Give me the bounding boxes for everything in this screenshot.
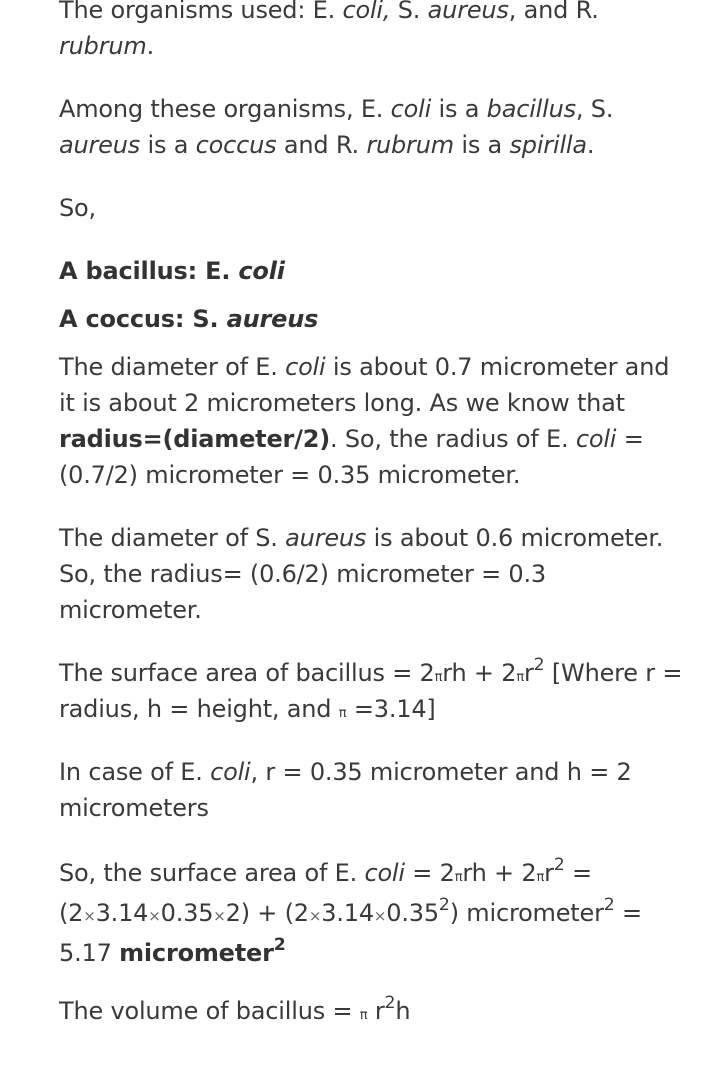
volume-formula-paragraph xyxy=(59,991,687,1031)
text: h xyxy=(395,997,411,1025)
times-symbol: × xyxy=(148,907,161,925)
text: is about 0.6 micrometer. So, the radius= (0.6/2) micrometer = 0.3 micrometer. xyxy=(59,524,664,624)
superscript: 2 xyxy=(384,993,396,1014)
text: = (0.7/2) micrometer = 0.35 micrometer. xyxy=(59,425,644,489)
text: , r = 0.35 micrometer and h = 2 micrometers xyxy=(59,758,632,822)
text: is a xyxy=(453,131,510,159)
text: The diameter of E. xyxy=(59,353,286,381)
text: is about 0.7 micrometer and it is about 2 micrometers long. As we know that xyxy=(59,353,670,417)
text: Among these organisms, E. xyxy=(59,95,391,123)
text-italic: rubrum xyxy=(59,32,147,60)
organisms-paragraph xyxy=(59,0,687,64)
superscript: 2 xyxy=(553,855,565,876)
text: So, xyxy=(59,194,96,222)
text: . xyxy=(146,32,155,60)
ecoli-surface-area-paragraph xyxy=(59,853,687,973)
text: 0.35 xyxy=(160,899,214,927)
text-italic: aureus xyxy=(427,0,509,24)
text: . So, the radius of E. xyxy=(330,425,576,453)
ecoli-values-paragraph xyxy=(59,754,687,826)
text: , and R. xyxy=(508,0,599,24)
text: is a xyxy=(140,131,196,159)
text-italic: spirilla xyxy=(509,131,587,159)
text: 2) + (2 xyxy=(225,899,309,927)
text: So, the surface area of E. xyxy=(59,859,365,887)
shapes-paragraph xyxy=(59,91,687,163)
bacillus-heading xyxy=(59,253,687,289)
coccus-heading xyxy=(59,301,687,337)
text-italic: coli xyxy=(210,758,251,786)
text: 0.35 xyxy=(386,899,439,927)
text-italic: coli, xyxy=(342,0,391,24)
answer-body xyxy=(59,0,687,1031)
text: , S. xyxy=(575,95,614,123)
pi-symbol: π xyxy=(338,706,347,721)
text-italic: coli xyxy=(364,859,405,887)
text: r xyxy=(367,997,385,1025)
text-italic: coli xyxy=(575,425,617,453)
text: rh + 2 xyxy=(442,659,517,687)
times-symbol: × xyxy=(213,907,226,925)
saureus-radius-paragraph xyxy=(59,520,687,628)
text-italic: aureus xyxy=(59,131,141,159)
text-italic: coli xyxy=(285,353,326,381)
text-italic: coli xyxy=(390,95,432,123)
text: . xyxy=(586,131,595,159)
text-italic: rubrum xyxy=(366,131,454,159)
text: The organisms used: E. xyxy=(59,0,343,24)
text: A bacillus: E. xyxy=(59,257,239,285)
text: S. xyxy=(390,0,428,24)
superscript: 2 xyxy=(533,655,545,676)
times-symbol: × xyxy=(308,907,322,925)
superscript: 2 xyxy=(273,935,286,956)
pi-symbol: π xyxy=(434,670,443,685)
text: and R. xyxy=(276,131,367,159)
so-paragraph xyxy=(59,190,687,226)
text: The volume of bacillus = xyxy=(59,997,360,1025)
text: The diameter of S. xyxy=(59,524,286,552)
text: [Where r = radius, h = height, and xyxy=(59,659,683,723)
text-italic: aureus xyxy=(285,524,367,552)
text: = 5.17 xyxy=(59,899,642,967)
pi-symbol: π xyxy=(359,1008,368,1023)
text: is a xyxy=(431,95,487,123)
text: The surface area of bacillus = 2 xyxy=(59,659,435,687)
text: = (2 xyxy=(59,859,592,927)
ecoli-radius-paragraph xyxy=(59,349,687,493)
text: rh + 2 xyxy=(462,859,537,887)
text-bold: micrometer xyxy=(119,939,274,967)
text: ) micrometer xyxy=(449,899,604,927)
text: A coccus: S. xyxy=(59,305,227,333)
pi-symbol: π xyxy=(516,670,524,685)
text-italic: bacillus xyxy=(486,95,576,123)
text-italic: coccus xyxy=(195,131,277,159)
times-symbol: × xyxy=(83,907,96,925)
text-italic: aureus xyxy=(226,305,319,333)
pi-symbol: π xyxy=(536,870,545,885)
text: 3.14 xyxy=(95,899,149,927)
text: In case of E. xyxy=(59,758,211,786)
superscript: 2 xyxy=(438,895,450,916)
text: = 2 xyxy=(404,859,455,887)
text-bold: radius=(diameter/2) xyxy=(59,425,330,453)
text: 3.14 xyxy=(321,899,374,927)
text-italic: coli xyxy=(238,257,285,285)
text: =3.14] xyxy=(346,695,436,723)
pi-symbol: π xyxy=(454,870,463,885)
text: r xyxy=(523,659,534,687)
times-symbol: × xyxy=(373,907,387,925)
surface-area-formula-paragraph xyxy=(59,655,687,727)
text: r xyxy=(544,859,554,887)
superscript: 2 xyxy=(603,895,615,916)
